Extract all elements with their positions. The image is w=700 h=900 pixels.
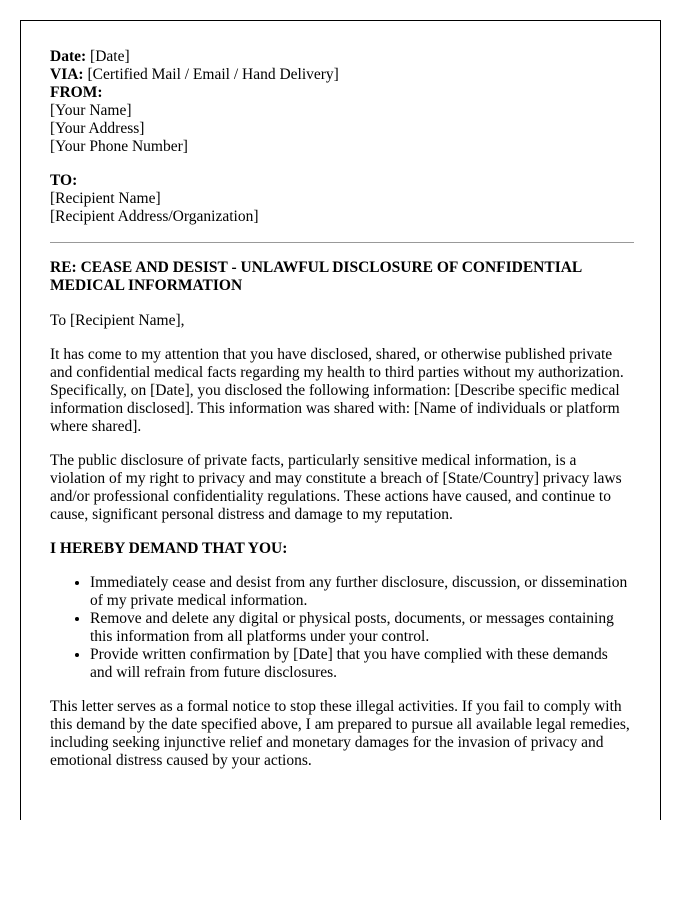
closing-paragraph: This letter serves as a formal notice to stop these illegal activities. If you fail to comply with this demand by the date specified above, I am prepared to pursue all available legal remedies, including seeking injunctive relief and monetary damages for the invasion of privacy and emotional distress caused by your actions. <box>50 698 630 769</box>
letter-page <box>20 20 661 820</box>
demand-list <box>50 574 634 682</box>
to-block <box>50 172 634 226</box>
subject-line: RE: CEASE AND DESIST - UNLAWFUL DISCLOSURE OF CONFIDENTIAL MEDICAL INFORMATION <box>50 259 582 294</box>
demand-heading: I HEREBY DEMAND THAT YOU: <box>50 540 288 557</box>
to-label: TO: <box>50 172 78 189</box>
from-label: FROM: <box>50 84 103 101</box>
via-label: VIA: <box>50 66 84 83</box>
from-name: [Your Name] <box>50 102 132 119</box>
from-block <box>50 84 634 156</box>
body-paragraph-2: The public disclosure of private facts, particularly sensitive medical information, is a violation of my right to privacy and may constitute a breach of [State/Country] privacy laws and/or professional confidentiality regulations. These actions have caused, and continue to cause, significant personal distress and damage to my reputation. <box>50 452 622 523</box>
demand-item: • Immediately cease and desist from any further disclosure, discussion, or dissemination of my private medical information. <box>90 574 634 610</box>
to-name: [Recipient Name] <box>50 190 161 207</box>
via-line <box>50 66 634 84</box>
date-line <box>50 48 634 66</box>
salutation: To [Recipient Name], <box>50 312 185 329</box>
from-phone: [Your Phone Number] <box>50 138 188 155</box>
header-divider <box>50 242 634 243</box>
demand-item: • Remove and delete any digital or physical posts, documents, or messages containing this information from all platforms under your control. <box>90 610 634 646</box>
from-address: [Your Address] <box>50 120 145 137</box>
body-paragraph-1: It has come to my attention that you have disclosed, shared, or otherwise published private and confidential medical facts regarding my health to third parties without my authorization. Specifically, on [Date], you disclosed the following information: [Describe specific medical information disclosed]. This information was shared with: [Name of individuals or platform where shared]. <box>50 346 624 435</box>
via-value: [Certified Mail / Email / Hand Delivery] <box>87 66 339 83</box>
demand-item: • Provide written confirmation by [Date] that you have complied with these demands and will refrain from future disclosures. <box>90 646 634 682</box>
to-address: [Recipient Address/Organization] <box>50 208 259 225</box>
date-label: Date: <box>50 48 87 65</box>
letter-content <box>50 48 634 786</box>
date-value: [Date] <box>90 48 130 65</box>
